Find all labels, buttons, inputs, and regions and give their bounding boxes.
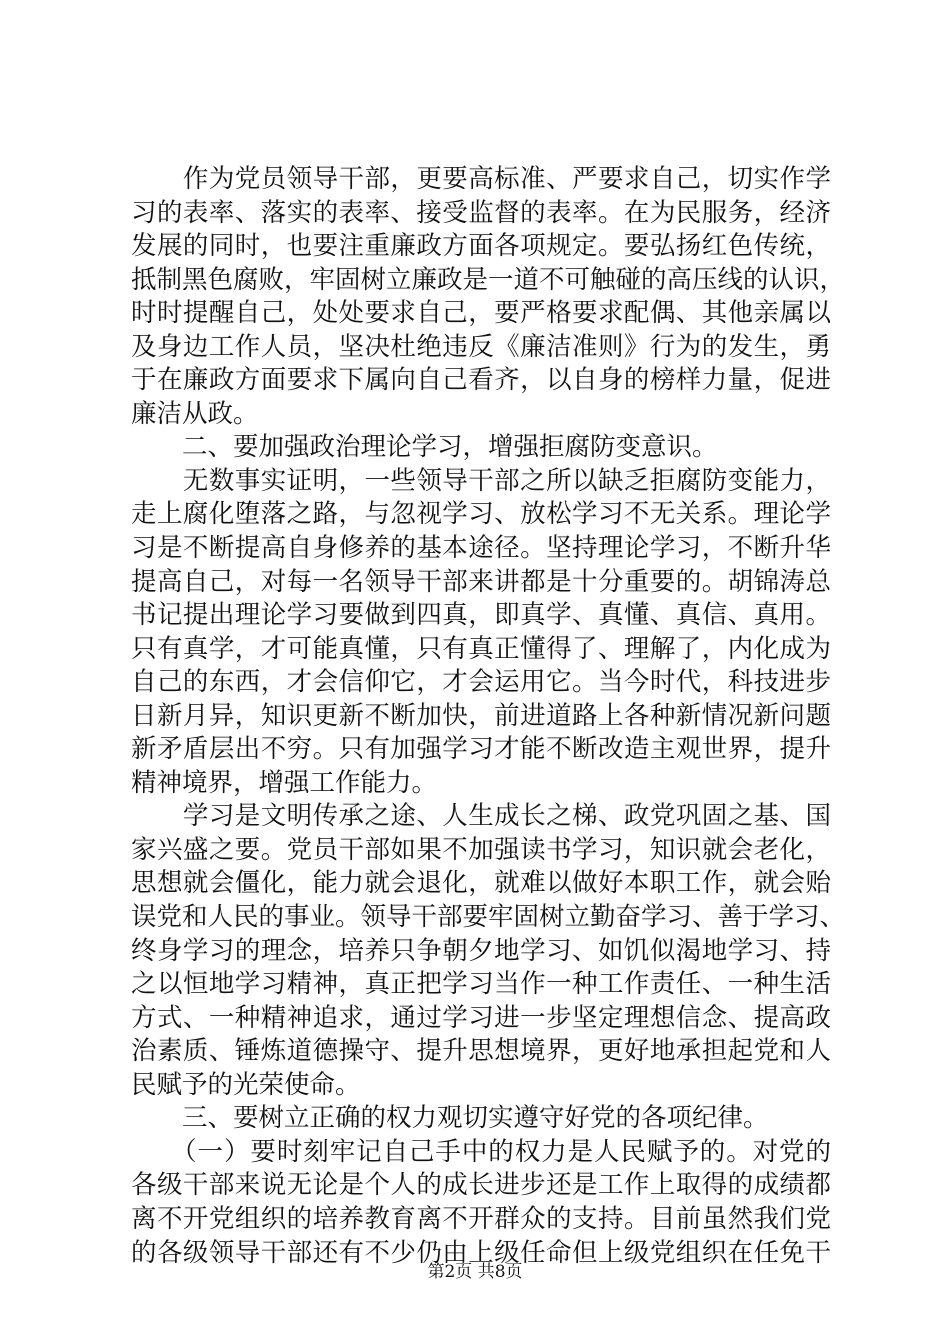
text-line: 终身学习的理念，培养只争朝夕地学习、如饥似渴地学习、持 (131, 935, 831, 966)
text-line: 误党和人民的事业。领导干部要牢固树立勤奋学习、善于学习、 (131, 902, 846, 933)
text-line: 廉洁从政。 (131, 398, 259, 429)
text-line: 民赋予的光荣使命。 (131, 1069, 361, 1100)
text-line: 三、要树立正确的权力观切实遵守好党的各项纪律。 (131, 1103, 769, 1134)
text-line: 无数事实证明，一些领导干部之所以缺乏拒腐防变能力， (131, 465, 831, 496)
text-line: 离不开党组织的培养教育离不开群众的支持。目前虽然我们党 (131, 1203, 831, 1234)
text-line: 二、要加强政治理论学习，增强拒腐防变意识。 (131, 432, 718, 463)
text-line: 的各级领导干部还有不少仍由上级任命但上级党组织在任免干 (131, 1237, 831, 1268)
text-line: （一）要时刻牢记自己手中的权力是人民赋予的。对党的 (131, 1136, 831, 1167)
text-line: 习的表率、落实的表率、接受监督的表率。在为民服务，经济 (131, 197, 831, 228)
text-line: 时时提醒自己，处处要求自己，要严格要求配偶、其他亲属以 (131, 298, 831, 329)
text-line: 发展的同时，也要注重廉政方面各项规定。要弘扬红色传统， (131, 231, 831, 262)
text-line: 各级干部来说无论是个人的成长进步还是工作上取得的成绩都 (131, 1170, 831, 1201)
text-line: 作为党员领导干部，更要高标准、严要求自己，切实作学 (131, 164, 831, 194)
text-line: 于在廉政方面要求下属向自己看齐，以自身的榜样力量，促进 (131, 365, 831, 396)
text-line: 书记提出理论学习要做到四真，即真学、真懂、真信、真用。 (131, 600, 831, 631)
text-line: 提高自己，对每一名领导干部来讲都是十分重要的。胡锦涛总 (131, 566, 831, 597)
text-line: 学习是文明传承之途、人生成长之梯、政党巩固之基、国 (131, 801, 831, 832)
text-line: 家兴盛之要。党员干部如果不加强读书学习，知识就会老化， (131, 834, 831, 865)
text-line: 日新月异，知识更新不断加快，前进道路上各种新情况新问题 (131, 700, 831, 731)
text-line: 习是不断提高自身修养的基本途径。坚持理论学习，不断升华 (131, 533, 831, 564)
text-line: 只有真学，才可能真懂，只有真正懂得了、理解了，内化成为 (131, 633, 831, 664)
text-line: 自己的东西，才会信仰它，才会运用它。当今时代，科技进步 (131, 667, 831, 698)
text-line: 抵制黑色腐败，牢固树立廉政是一道不可触碰的高压线的认识， (131, 264, 846, 295)
text-line: 走上腐化堕落之路，与忽视学习、放松学习不无关系。理论学 (131, 499, 831, 530)
text-line: 精神境界，增强工作能力。 (131, 767, 438, 798)
text-line: 新矛盾层出不穷。只有加强学习才能不断改造主观世界，提升 (131, 734, 831, 765)
text-line: 方式、一种精神追求，通过学习进一步坚定理想信念、提高政 (131, 1002, 831, 1033)
document-body (131, 163, 846, 1270)
text-line: 之以恒地学习精神，真正把学习当作一种工作责任、一种生活 (131, 969, 831, 1000)
text-line: 治素质、锤炼道德操守、提升思想境界，更好地承担起党和人 (131, 1036, 831, 1067)
page-footer: 第2页 共8页 (427, 1262, 523, 1282)
text-line: 思想就会僵化，能力就会退化，就难以做好本职工作，就会贻 (131, 868, 831, 899)
text-line: 及身边工作人员，坚决杜绝违反《廉洁准则》行为的发生，勇 (131, 331, 831, 362)
